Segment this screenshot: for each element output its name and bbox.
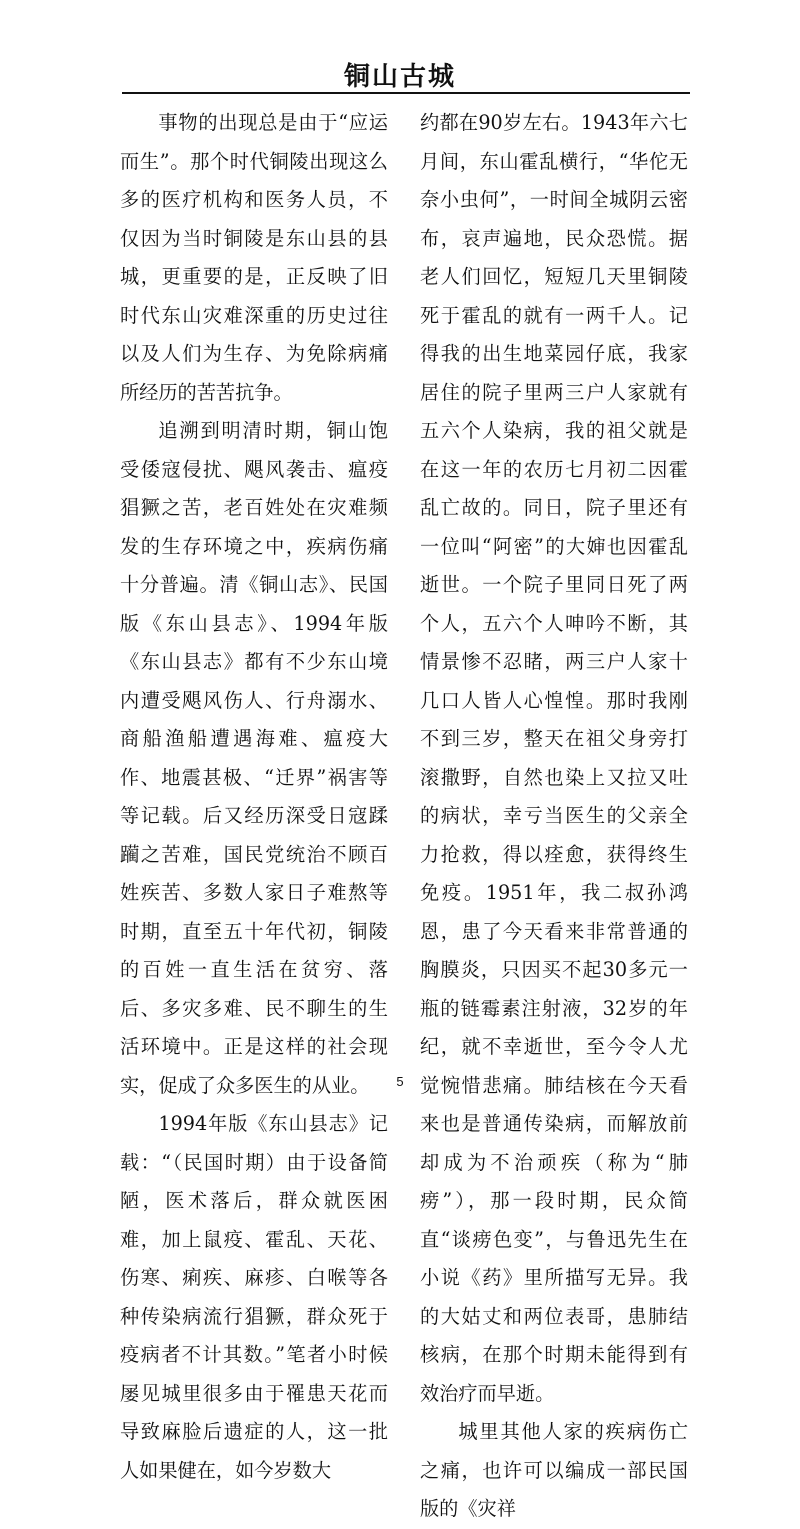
page-number: 5 [396, 1074, 404, 1089]
page-header-title: 铜山古城 [343, 62, 456, 92]
paragraph: 追溯到明清时期，铜山饱受倭寇侵扰、飓风袭击、瘟疫猖獗之苦，老百姓处在灾难频发的生存环境之中，疾病伤痛十分普遍。清《铜山志》、民国版《东山县志》、1994年版《东山县志》都有不少东山境内遭受飓风伤人、行舟溺水、商船渔船遭遇海难、瘟疫大作、地震甚极、“迁界”祸害等等记载。后又经历深受日寇蹂躏之苦难，国民党统治不顾百姓疾苦、多数人家日子难熬等时期，直至五十年代初，铜陵的百姓一直生活在贫穷、落后、多灾多难、民不聊生的生活环境中。正是这样的社会现实，促成了众多医生的从业。 [120, 419, 388, 1097]
paragraph: 事物的出现总是由于“应运而生”。那个时代铜陵出现这么多的医疗机构和医务人员，不仅因为当时铜陵是东山县的县城，更重要的是，正反映了旧时代东山灾难深重的历史过往以及人们为生存、为免除病痛所经历的苦苦抗争。 [120, 111, 388, 404]
paragraph: 1994年版《东山县志》记载：“（民国时期）由于设备简陋，医术落后，群众就医困难，加上鼠疫、霍乱、天花、伤寒、痢疾、麻疹、白喉等各种传染病流行猖獗，群众死于疫病者不计其数。”笔者小时候屡见城里很多由于罹患天花而导致麻脸后遗症的人，这一批人如果健在，如今岁数大 [120, 1112, 388, 1482]
right-text-column [420, 104, 688, 1529]
header-divider [122, 92, 690, 94]
paragraph: 城里其他人家的疾病伤亡之痛，也许可以编成一部民国版的《灾祥 [420, 1420, 688, 1520]
paragraph-continuation: 约都在90岁左右。1943年六七月间，东山霍乱横行，“华佗无奈小虫何”，一时间全城阴云密布，哀声遍地，民众恐慌。据老人们回忆，短短几天里铜陵死于霍乱的就有一两千人。记得我的出生地菜园仔底，我家居住的院子里两三户人家就有五六个人染病，我的祖父就是在这一年的农历七月初二因霍乱亡故的。同日，院子里还有一位叫“阿密”的大婶也因霍乱逝世。一个院子里同日死了两个人，五六个人呻吟不断，其情景惨不忍睹，两三户人家十几口人皆人心惶惶。那时我刚不到三岁，整天在祖父身旁打滚撒野，自然也染上又拉又吐的病状，幸亏当医生的父亲全力抢救，得以痊愈，获得终生免疫。1951年，我二叔孙鸿恩，患了今天看来非常普通的胸膜炎，只因买不起30多元一瓶的链霉素注射液，32岁的年纪，就不幸逝世，至今令人尤觉惋惜悲痛。肺结核在今天看来也是普通传染病，而解放前却成为不治顽疾（称为“肺痨”），那一段时期，民众简直“谈痨色变”，与鲁迅先生在小说《药》里所描写无异。我的大姑丈和两位表哥，患肺结核病，在那个时期未能得到有效治疗而早逝。 [420, 111, 688, 1405]
left-text-column [120, 104, 388, 1490]
